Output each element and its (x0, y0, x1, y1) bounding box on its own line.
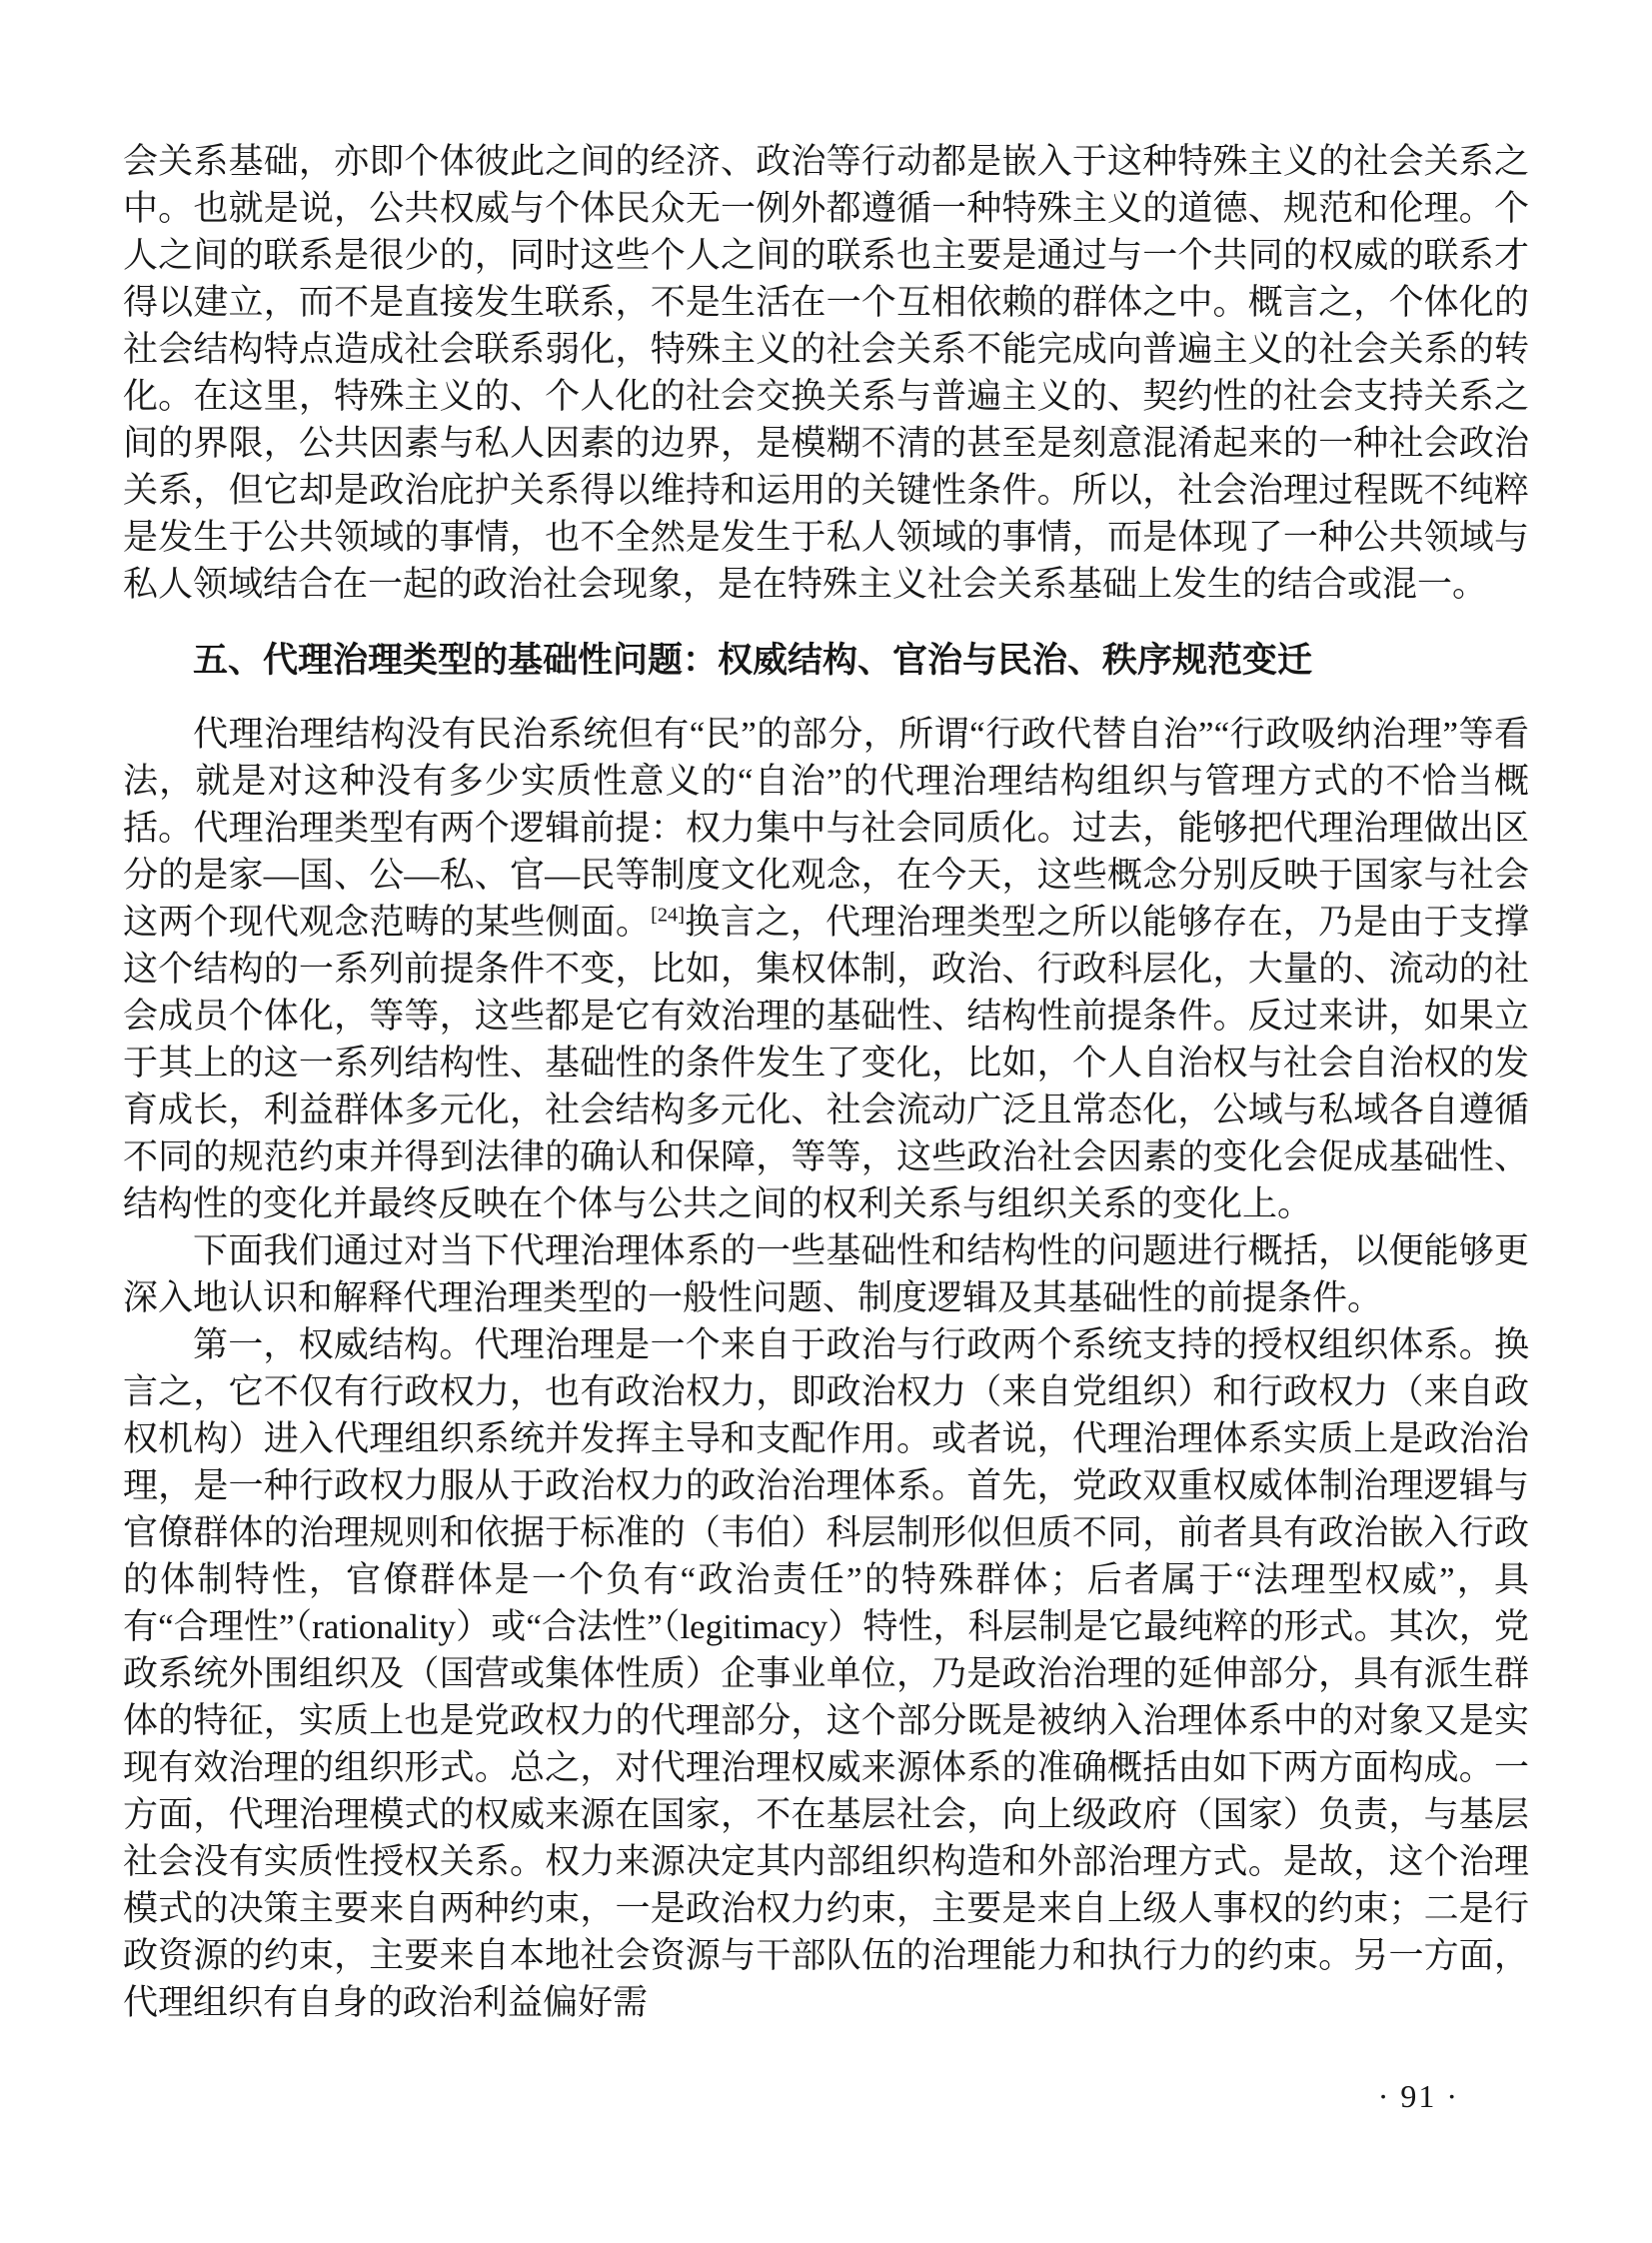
footnote-reference-24: [24] (651, 904, 685, 927)
page-number: · 91 · (1377, 2078, 1459, 2114)
paragraph-agency-types (123, 711, 1529, 1227)
paragraph-agency-types-text-after-ref: 换言之，代理治理类型之所以能够存在，乃是由于支撑这个结构的一系列前提条件不变，比如，集权体制，政治、行政科层化，大量的、流动的社会成员个体化，等等，这些都是它有效治理的基础性、结构性前提条件。反过来讲，如果立于其上的这一系列结构性、基础性的条件发生了变化，比如，个人自治权与社会自治权的发育成长，利益群体多元化，社会结构多元化、社会流动广泛且常态化，公域与私域各自遵循不同的规范约束并得到法律的确认和保障，等等，这些政治社会因素的变化会促成基础性、结构性的变化并最终反映在个体与公共之间的权利关系与组织关系的变化上。 (123, 903, 1529, 1223)
section-heading: 五、代理治理类型的基础性问题：权威结构、官治与民治、秩序规范变迁 (193, 641, 1313, 680)
paragraph-agency-types-text-before-ref: 代理治理结构没有民治系统但有“民”的部分，所谓“行政代替自治”“行政吸纳治理”等看法，就是对这种没有多少实质性意义的“自治”的代理治理结构组织与管理方式的不恰当概括。代理治理类型有两个逻辑前提：权力集中与社会同质化。过去，能够把代理治理做出区分的是家—国、公—私、官—民等制度文化观念，在今天，这些概念分别反映于国家与社会这两个现代观念范畴的某些侧面。 (123, 715, 1529, 942)
paragraph-authority-structure: 第一，权威结构。代理治理是一个来自于政治与行政两个系统支持的授权组织体系。换言之，它不仅有行政权力，也有政治权力，即政治权力（来自党组织）和行政权力（来自政权机构）进入代理组织系统并发挥主导和支配作用。或者说，代理治理体系实质上是政治治理，是一种行政权力服从于政治权力的政治治理体系。首先，党政双重权威体制治理逻辑与官僚群体的治理规则和依据于标准的（韦伯）科层制形似但质不同，前者具有政治嵌入行政的体制特性，官僚群体是一个负有“政治责任”的特殊群体；后者属于“法理型权威”，具有“合理性”（rationality）或“合法性”（legitimacy）特性，科层制是它最纯粹的形式。其次，党政系统外围组织及（国营或集体性质）企事业单位，乃是政治治理的延伸部分，具有派生群体的特征，实质上也是党政权力的代理部分，这个部分既是被纳入治理体系中的对象又是实现有效治理的组织形式。总之，对代理治理权威来源体系的准确概括由如下两方面构成。一方面，代理治理模式的权威来源在国家，不在基层社会，向上级政府（国家）负责，与基层社会没有实质性授权关系。权力来源决定其内部组织构造和外部治理方式。是故，这个治理模式的决策主要来自两种约束，一是政治权力约束，主要是来自上级人事权的约束；二是行政资源的约束，主要来自本地社会资源与干部队伍的治理能力和执行力的约束。另一方面，代理组织有自身的政治利益偏好需 (123, 1325, 1529, 2022)
paragraph-overview: 下面我们通过对当下代理治理体系的一些基础性和结构性的问题进行概括，以便能够更深入地认识和解释代理治理类型的一般性问题、制度逻辑及其基础性的前提条件。 (123, 1231, 1529, 1317)
paragraph-continuation: 会关系基础，亦即个体彼此之间的经济、政治等行动都是嵌入于这种特殊主义的社会关系之中。也就是说，公共权威与个体民众无一例外都遵循一种特殊主义的道德、规范和伦理。个人之间的联系是很少的，同时这些个人之间的联系也主要是通过与一个共同的权威的联系才得以建立，而不是直接发生联系，不是生活在一个互相依赖的群体之中。概言之，个体化的社会结构特点造成社会联系弱化，特殊主义的社会关系不能完成向普遍主义的社会关系的转化。在这里，特殊主义的、个人化的社会交换关系与普遍主义的、契约性的社会支持关系之间的界限，公共因素与私人因素的边界，是模糊不清的甚至是刻意混淆起来的一种社会政治关系，但它却是政治庇护关系得以维持和运用的关键性条件。所以，社会治理过程既不纯粹是发生于公共领域的事情，也不全然是发生于私人领域的事情，而是体现了一种公共领域与私人领域结合在一起的政治社会现象，是在特殊主义社会关系基础上发生的结合或混一。 (123, 142, 1529, 604)
